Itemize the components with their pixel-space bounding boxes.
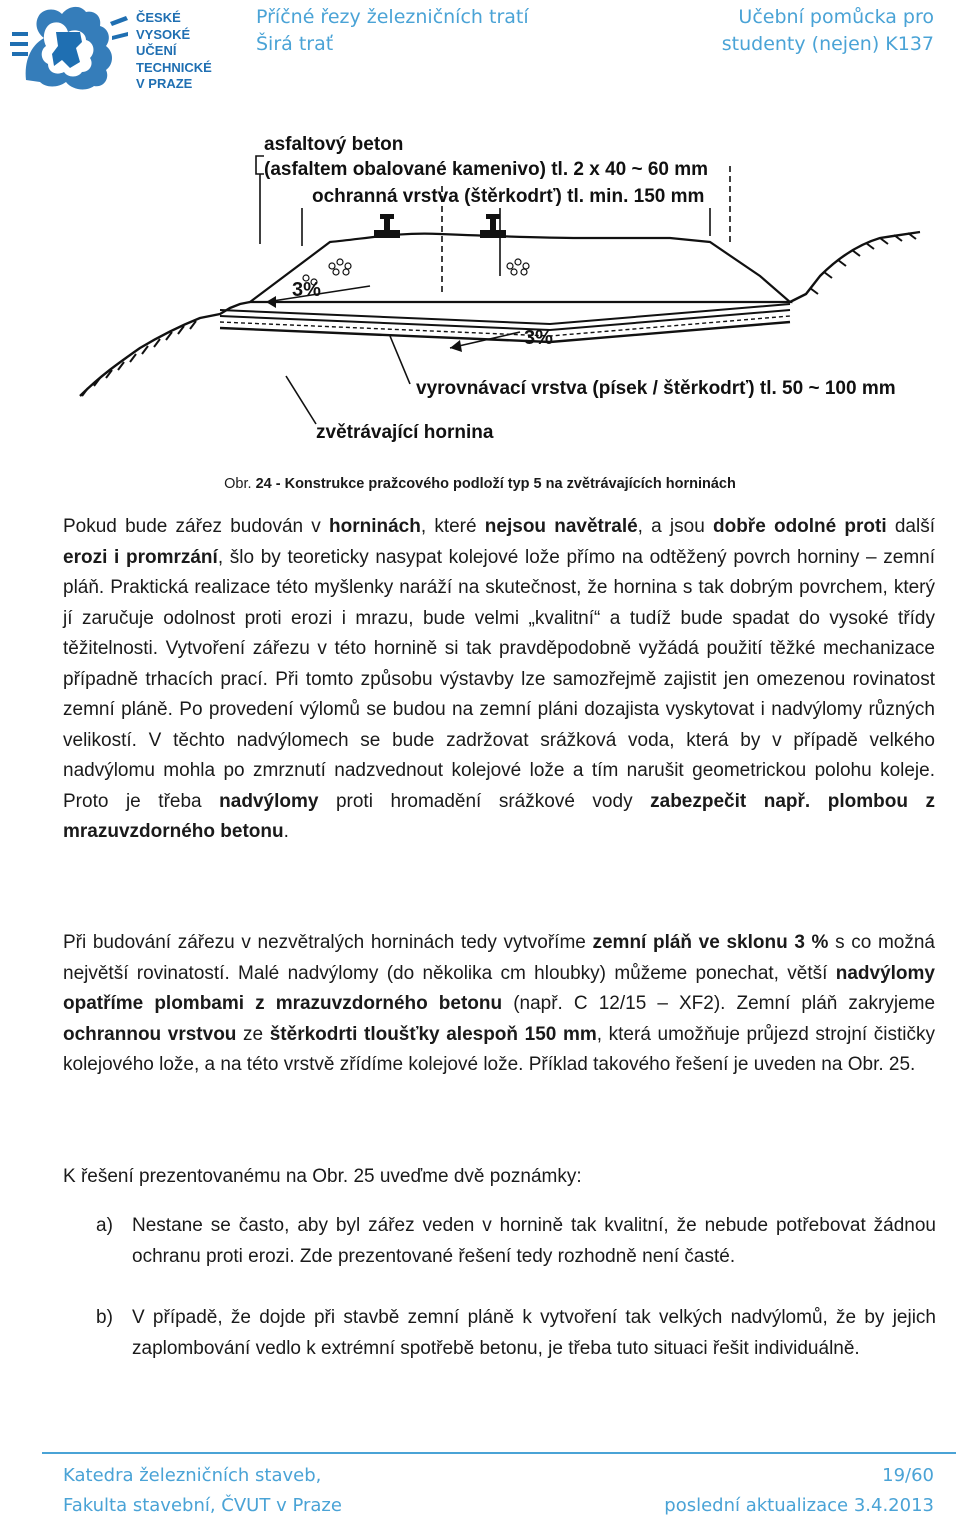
caption-text: 24 - Konstrukce pražcového podloží typ 5 na zvětrávajících horninách	[251, 476, 736, 492]
terrain-right	[790, 232, 920, 302]
text-run: proti hromadění srážkové vody	[318, 790, 651, 812]
bold-run: nadvýlomy opatříme plombami z mrazuvzdorného betonu	[63, 962, 935, 1014]
logo-line: V PRAZE	[136, 76, 193, 91]
lion-emblem-icon	[6, 2, 131, 92]
label-asphalt-detail: (asfaltem obalované kamenivo) tl. 2 x 40 ~ 60 mm	[264, 159, 709, 180]
logo-line: ČESKÉ	[136, 10, 181, 25]
list-text: Nestane se často, aby byl zářez veden v hornině tak kvalitní, že nebude potřebovat žádnou ochranu proti erozi. Zde prezentované řešení tedy rozhodně není časté.	[132, 1215, 936, 1267]
university-logo	[6, 2, 221, 92]
bold-run: horninách	[329, 516, 421, 537]
logo-line: VYSOKÉ	[136, 26, 191, 42]
header-right	[722, 4, 934, 58]
paragraph-3: K řešení prezentovanému na Obr. 25 uveďme dvě poznámky:	[63, 1166, 582, 1187]
header-right-line2: studenty (nejen) K137	[721, 33, 934, 55]
page-number: 19/60	[882, 1465, 934, 1486]
header-title-line2: Širá trať	[256, 33, 334, 55]
header-title-line1: Příčné řezy železničních tratí	[256, 6, 529, 28]
label-leveling: vyrovnávací vrstva (písek / štěrkodrť) tl. 50 ~ 100 mm	[416, 378, 896, 399]
paragraph-1	[63, 512, 935, 848]
text-run: , které	[420, 516, 485, 537]
text-run: , šlo by teoreticky nasypat kolejové lože přímo na odtěžený povrch horniny – zemní pláň. Praktická realizace této myšlenky naráží na skutečnost, že hornina s tak dobrým povrchem, který jí zaručuje odolnost proti erozi i mrazu, bude velmi „kvalitní“ a tudíž bude spadat do vysoké třídy těžitelnosti. Vytvoření zářezu v této hornině si tak pravděpodobně vyžádá použití těžké mechanizace případně trhacích prací. Při tomto způsobu výstavby lze samozřejmě zajistit jen omezenou rovinatost zemní pláně. Po provedení výlomů se budou na zemní pláni dozajista vyskytovat i nadvýlomy různých velikostí. V těchto nadvýlomech se bude zadržovat srážková voda, která by v případě velkého nadvýlomu mohla po zmrznutí nadzvednout kolejové lože a tím narušit geometrickou polohu koleje. Proto je třeba	[63, 546, 936, 812]
text-run: další	[886, 516, 935, 537]
label-slope-right: 3%	[524, 327, 553, 349]
text-run: (např. C 12/15 – XF2). Zemní pláň zakryjeme	[502, 993, 936, 1014]
caption-prefix: Obr.	[224, 476, 252, 492]
footer-right	[664, 1461, 934, 1521]
footer-department: Katedra železničních staveb,	[63, 1465, 322, 1486]
label-protective: ochranná vrstva (štěrkodrť) tl. min. 150 mm	[312, 186, 705, 207]
text-run: , která umožňuje průjezd strojní čističky kolejového lože, a na této vrstvě zřídíme kolejové lože. Příklad takového řešení je uveden na Obr. 25.	[63, 1023, 936, 1075]
bold-run: nadvýlomy	[219, 790, 319, 812]
text-run: s co možná největší rovinatostí. Malé nadvýlomy (do několika cm hloubky) můžeme ponechat, větší	[63, 932, 935, 984]
logo-text	[136, 10, 212, 93]
bold-run: zemní pláň ve sklonu 3 %	[592, 932, 829, 953]
bold-run: dobře odolné proti	[712, 516, 887, 537]
last-updated: poslední aktualizace 3.4.2013	[664, 1495, 934, 1516]
logo-line: TECHNICKÉ	[136, 59, 212, 75]
bold-run: zabezpečit např. plombou z mrazuvzdorného betonu	[63, 790, 936, 842]
label-slope-left: 3%	[292, 279, 321, 301]
list-text: V případě, že dojde při stavbě zemní pláně k vytvoření tak velkých nadvýlomů, že by jejich zaplombování vedlo k extrémní spotřebě betonu, je třeba tuto situaci řešit individuálně.	[132, 1307, 936, 1359]
list-label: b)	[96, 1307, 113, 1328]
logo-line: UČENÍ	[136, 43, 177, 58]
text-run: ze	[236, 1023, 270, 1045]
footer-faculty: Fakulta stavební, ČVUT v Praze	[63, 1495, 342, 1516]
header-right-line1: Učební pomůcka pro	[738, 6, 934, 28]
bold-run: erozi i promrzání	[63, 546, 218, 568]
paragraph-2	[63, 928, 935, 1081]
header-title	[256, 4, 529, 58]
list-item	[96, 1303, 936, 1364]
bold-run: nejsou navětralé	[484, 516, 638, 537]
list-label: a)	[96, 1215, 113, 1236]
cross-section-drawing	[70, 126, 930, 456]
list-item	[96, 1211, 936, 1272]
figure-caption	[0, 476, 960, 492]
footer-divider	[42, 1452, 956, 1454]
bold-run: ochrannou vrstvou	[63, 1023, 237, 1045]
text-run: .	[283, 821, 289, 842]
text-run: , a jsou	[637, 516, 713, 537]
text-run: Při budování zářezu v nezvětralých horninách tedy vytvoříme	[63, 932, 593, 953]
label-weathering: zvětrávající hornina	[316, 422, 494, 443]
cross-section-figure	[70, 126, 930, 456]
footer-left	[63, 1461, 342, 1521]
label-asphalt: asfaltový beton	[264, 134, 404, 155]
text-run: Pokud bude zářez budován v	[63, 516, 330, 537]
bold-run: štěrkodrti tloušťky alespoň 150 mm	[269, 1023, 597, 1045]
